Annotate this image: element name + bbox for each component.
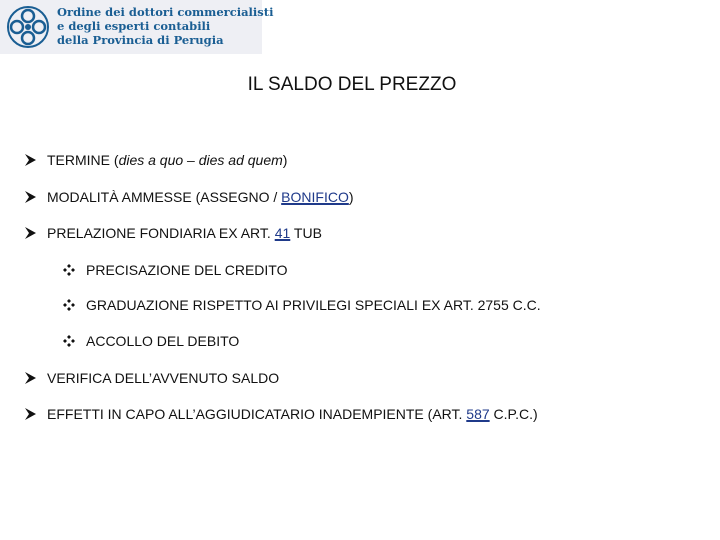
diamond-bullet-icon bbox=[62, 298, 76, 312]
arrowhead-bullet-icon bbox=[23, 226, 37, 240]
item-text: PRELAZIONE FONDIARIA EX ART. 41 TUB bbox=[47, 225, 322, 241]
item-text: ACCOLLO DEL DEBITO bbox=[86, 333, 240, 349]
item-text: MODALITÀ AMMESSE (ASSEGNO / BONIFICO) bbox=[47, 189, 354, 205]
list-item bbox=[23, 225, 322, 241]
list-item bbox=[23, 189, 354, 205]
arrowhead-bullet-icon bbox=[23, 153, 37, 167]
slide-title: IL SALDO DEL PREZZO bbox=[247, 74, 457, 95]
hyperlink[interactable]: BONIFICO bbox=[281, 189, 349, 205]
item-text: GRADUAZIONE RISPETTO AI PRIVILEGI SPECIALI EX ART. 2755 C.C. bbox=[86, 297, 541, 313]
item-text: TERMINE (dies a quo – dies ad quem) bbox=[47, 152, 288, 168]
arrowhead-bullet-icon bbox=[23, 371, 37, 385]
sub-list-item bbox=[62, 297, 541, 313]
sub-list-item bbox=[62, 262, 287, 278]
diamond-bullet-icon bbox=[62, 263, 76, 277]
diamond-bullet-icon bbox=[62, 334, 76, 348]
sub-list-item bbox=[62, 333, 239, 349]
list-item bbox=[23, 370, 279, 386]
arrowhead-bullet-icon bbox=[23, 190, 37, 204]
org-name-line1: Ordine dei dottori commercialisti bbox=[57, 5, 274, 19]
org-name-line2: e degli esperti contabili bbox=[57, 19, 211, 33]
hyperlink[interactable]: 41 bbox=[274, 225, 291, 241]
org-name-line3: della Provincia di Perugia bbox=[57, 33, 224, 47]
item-text: VERIFICA DELL’AVVENUTO SALDO bbox=[47, 370, 280, 386]
item-text: EFFETTI IN CAPO ALL’AGGIUDICATARIO INADEMPIENTE (ART. 587 C.P.C.) bbox=[47, 406, 538, 422]
hyperlink[interactable]: 587 bbox=[466, 406, 490, 422]
arrowhead-bullet-icon bbox=[23, 407, 37, 421]
list-item bbox=[23, 152, 287, 168]
list-item bbox=[23, 406, 538, 422]
item-text: PRECISAZIONE DEL CREDITO bbox=[86, 262, 288, 278]
